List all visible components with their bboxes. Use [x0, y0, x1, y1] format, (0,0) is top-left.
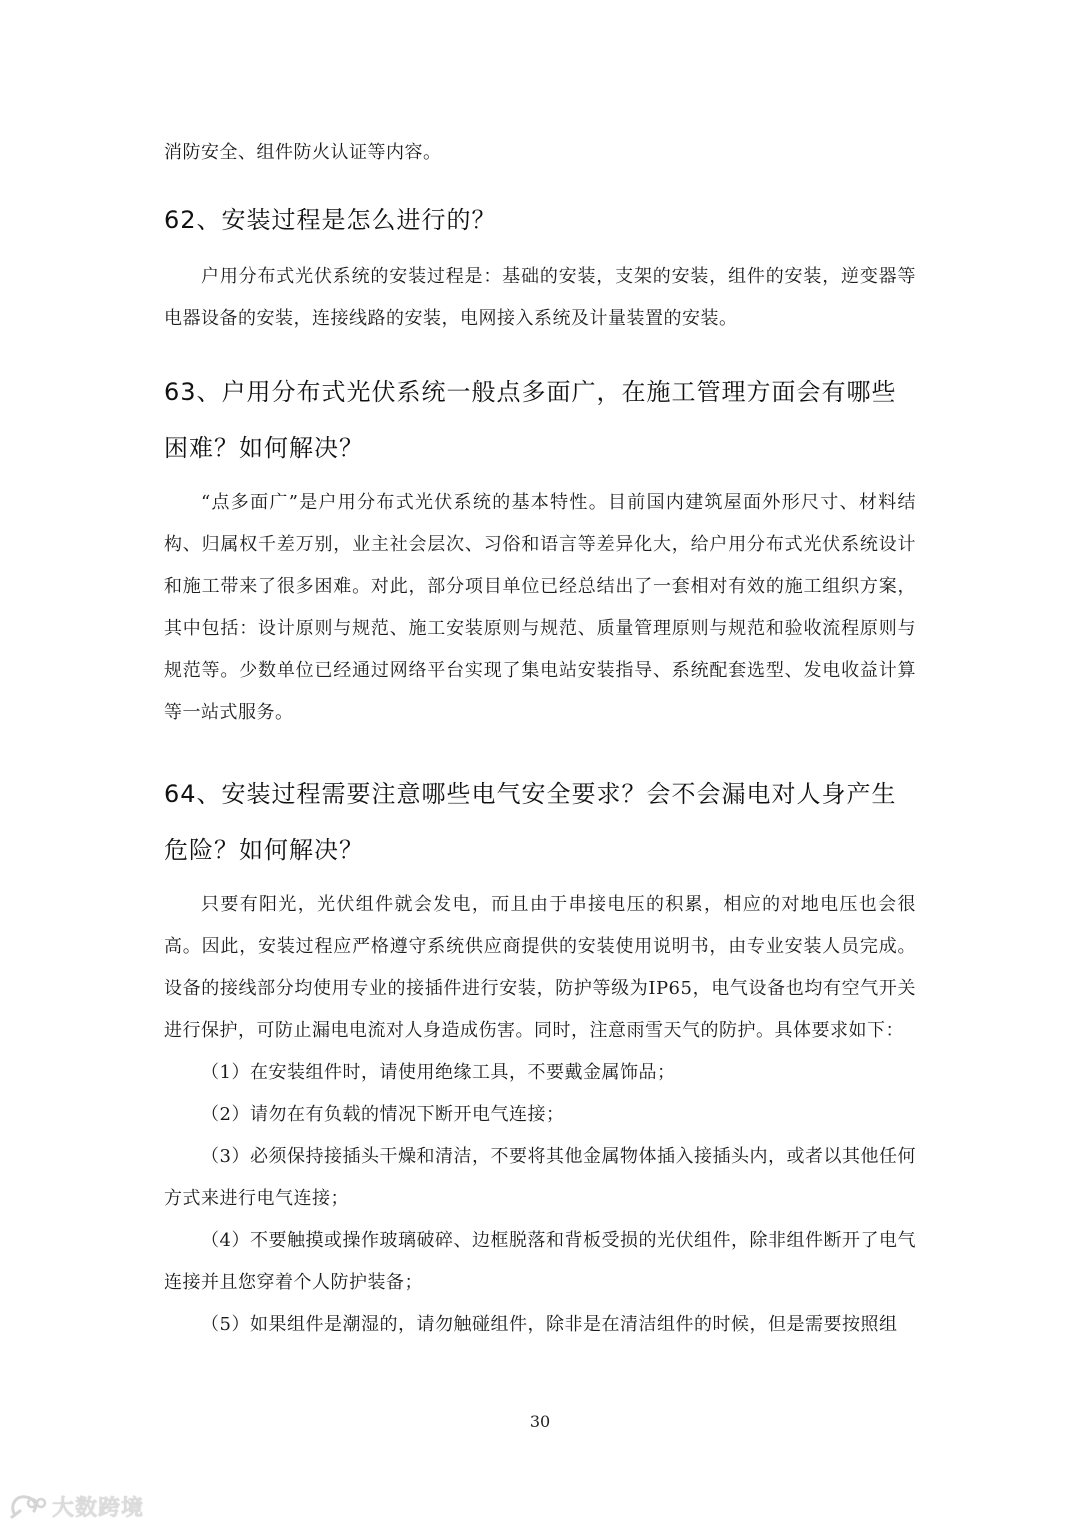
section-64-list-item-2: （2）请勿在有负载的情况下断开电气连接；: [201, 1104, 565, 1125]
section-63-paragraph: “点多面广”是户用分布式光伏系统的基本特性。目前国内建筑屋面外形尺寸、材料结构、归属权千差万别，业主社会层次、习俗和语言等差异化大，给户用分布式光伏系统设计和施工带来了很多困难。对此，部分项目单位已经总结出了一套相对有效的施工组织方案，其中包括：设计原则与规范、施工安装原则与规范、质量管理原则与规范和验收流程原则与规范等。少数单位已经通过网络平台实现了集电站安装指导、系统配套选型、发电收益计算等一站式服务。: [164, 492, 916, 723]
brand-logo-icon: [8, 1491, 48, 1521]
page-number: 30: [529, 1412, 551, 1431]
page-content: [164, 132, 916, 1346]
watermark: [8, 1488, 144, 1524]
section-64-list-item-3: （3）必须保持接插头干燥和清洁，不要将其他金属物体插入接插头内，或者以其他任何方式来进行电气连接；: [164, 1146, 916, 1209]
section-64-list-item-4: （4）不要触摸或操作玻璃破碎、边框脱落和背板受损的光伏组件，除非组件断开了电气连接并且您穿着个人防护装备；: [164, 1230, 916, 1293]
intro-tail-paragraph: 消防安全、组件防火认证等内容。: [164, 142, 442, 163]
section-62-paragraph: 户用分布式光伏系统的安装过程是：基础的安装，支架的安装，组件的安装，逆变器等电器设备的安装，连接线路的安装，电网接入系统及计量装置的安装。: [164, 266, 916, 329]
section-62-heading: 62、安装过程是怎么进行的？: [164, 206, 497, 234]
section-64-heading: 64、安装过程需要注意哪些电气安全要求？会不会漏电对人身产生危险？如何解决？: [164, 780, 897, 864]
section-64-list-item-5: （5）如果组件是潮湿的，请勿触碰组件，除非是在清洁组件的时候，但是需要按照组: [201, 1314, 898, 1335]
section-64-list-item-1: （1）在安装组件时，请使用绝缘工具，不要戴金属饰品；: [201, 1062, 676, 1083]
section-64-paragraph: 只要有阳光，光伏组件就会发电，而且由于串接电压的积累，相应的对地电压也会很高。因此，安装过程应严格遵守系统供应商提供的安装使用说明书，由专业安装人员完成。设备的接线部分均使用专业的接插件进行安装，防护等级为IP65，电气设备也均有空气开关进行保护，可防止漏电电流对人身造成伤害。同时，注意雨雪天气的防护。具体要求如下：: [164, 894, 916, 1041]
watermark-text: 大数跨境: [52, 1495, 145, 1521]
section-63-heading: 63、户用分布式光伏系统一般点多面广，在施工管理方面会有哪些困难？如何解决？: [164, 378, 897, 462]
